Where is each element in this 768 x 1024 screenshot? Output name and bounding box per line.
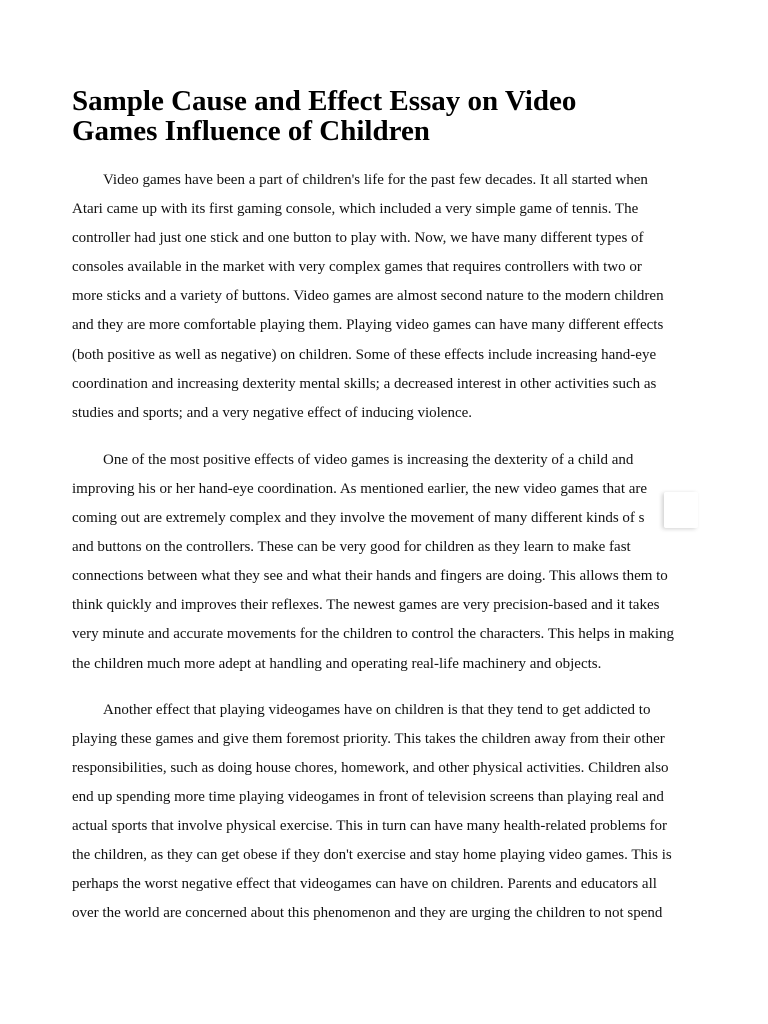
text-line: controller had just one stick and one button to play with. Now, we have many different types of [72,230,644,247]
text-line: end up spending more time playing videogames in front of television screens than playing real and [72,788,664,805]
text-line: Atari came up with its first gaming console, which included a very simple game of tennis. The [72,201,639,218]
text-line: coming out are extremely complex and they involve the movement of many different kinds of s [72,510,645,527]
text-line: studies and sports; and a very negative effect of inducing violence. [72,404,473,421]
floating-side-panel[interactable] [664,492,698,528]
text-line: very minute and accurate movements for the children to control the characters. This helps in making [72,626,675,643]
text-line: (both positive as well as negative) on children. Some of these effects include increasing hand-eye [72,346,657,363]
text-line: playing these games and give them foremost priority. This takes the children away from their other [72,730,665,747]
document-page [72,86,696,928]
text-line: Video games have been a part of children's life for the past few decades. It all started when [103,172,648,188]
text-line: consoles available in the market with very complex games that requires controllers with two or [72,259,642,276]
title-line: Sample Cause and Effect Essay on Video [72,85,577,117]
essay-paragraph-1 [72,166,696,428]
text-line: Another effect that playing videogames have on children is that they tend to get addicted to [103,701,651,718]
essay-paragraph-3 [72,696,696,929]
text-line: connections between what they see and what their hands and fingers are doing. This allows them to [72,568,668,585]
text-line: responsibilities, such as doing house chores, homework, and other physical activities. Children also [72,759,669,776]
text-line: more sticks and a variety of buttons. Video games are almost second nature to the modern children [72,288,664,305]
text-line: think quickly and improves their reflexes. The newest games are very precision-based and it takes [72,597,660,614]
text-line: and buttons on the controllers. These can be very good for children as they learn to make fast [72,539,631,556]
text-line: improving his or her hand-eye coordination. As mentioned earlier, the new video games that are [72,480,648,497]
text-line: the children, as they can get obese if they don't exercise and stay home playing video games. This is [72,847,672,864]
text-line: perhaps the worst negative effect that videogames can have on children. Parents and educators all [72,876,657,893]
text-line: coordination and increasing dexterity mental skills; a decreased interest in other activities such as [72,375,657,392]
text-line: over the world are concerned about this phenomenon and they are urging the children to not spend [72,905,663,922]
essay-paragraph-2 [72,446,696,679]
text-line: and they are more comfortable playing them. Playing video games can have many different effects [72,317,664,334]
text-line: actual sports that involve physical exercise. This in turn can have many health-related problems for [72,817,667,834]
text-line: the children much more adept at handling and operating real-life machinery and objects. [72,655,602,672]
title-line: Games Influence of Children [72,115,430,147]
page-title [72,86,696,146]
text-line: One of the most positive effects of video games is increasing the dexterity of a child and [103,451,634,468]
